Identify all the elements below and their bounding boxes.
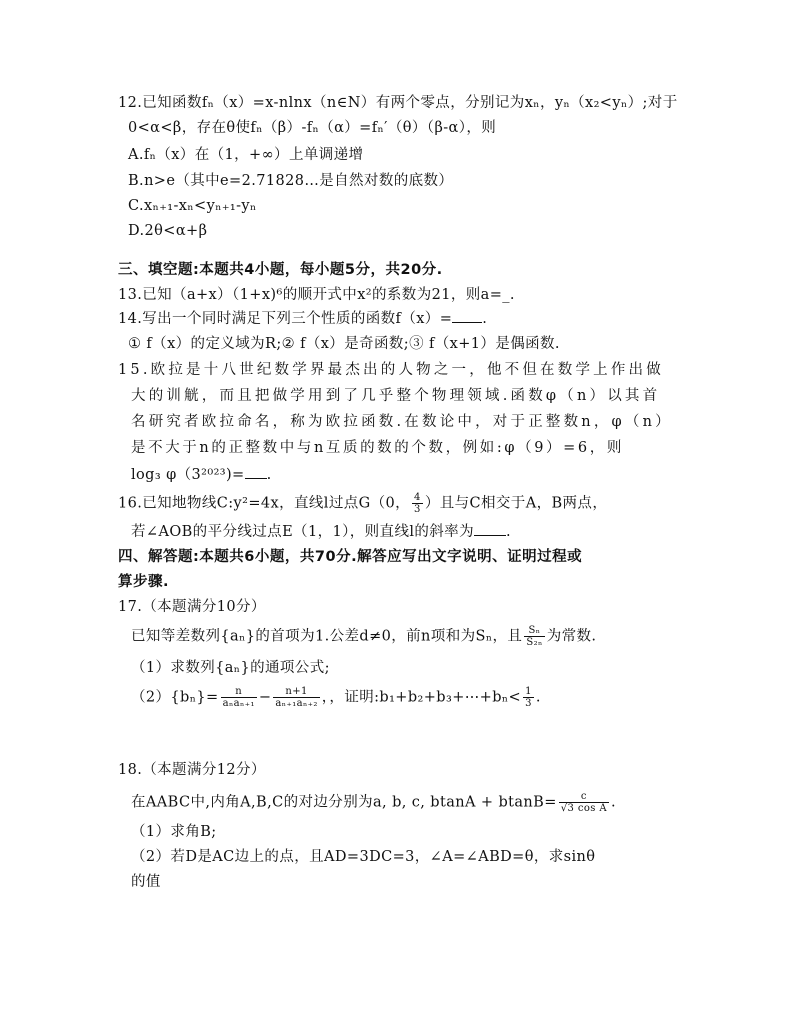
q17-part-2-end: . (535, 689, 541, 706)
q18-part-2-line-2: 的值 (131, 874, 161, 890)
q12-option-b: B.n>e（其中e=2.71828…是自然对数的底数） (128, 173, 454, 189)
q14-stem (118, 308, 487, 330)
q16-answer-blank (474, 521, 506, 536)
q17-fraction-3-numerator: 1 (525, 686, 532, 697)
q15-line-4: 是不大于n的正整数中与n互质的数的个数，例如:φ（9）=6，则 (131, 440, 624, 456)
section-4-heading-line-1: 四、解答题:本题共6小题，共70分.解答应写出文字说明、证明过程或 (118, 549, 583, 565)
q17-fraction-3-denominator: 3 (525, 698, 532, 709)
q12-option-c: C.xₙ₊₁-xₙ<yₙ₊₁-yₙ (128, 198, 257, 214)
q18-stem-end: . (611, 794, 617, 811)
q16-fraction (412, 492, 423, 515)
q14-answer-blank (452, 308, 482, 323)
q17-fraction-1-denominator: aₙaₙ₊₁ (222, 698, 255, 709)
q14-stem-text: 14.写出一个同时满足下列三个性质的函数f（x）= (118, 311, 453, 327)
q13-text: 13.已知（a+x）（1+x)⁶的顺开式中x²的系数为21，则a=_. (118, 287, 515, 303)
q17-stem-b: 为常数. (546, 628, 597, 645)
q17-fraction-1-numerator: n (221, 686, 257, 698)
q17-part-2 (131, 686, 541, 709)
q15-line-3: 名研究者欧拉命名，称为欧拉函数.在数论中，对于正整数n，φ（n） (131, 414, 673, 430)
q17-fraction-1 (221, 686, 257, 709)
q16-line-2 (131, 521, 511, 543)
q12-option-d: D.2θ<α+β (128, 223, 208, 239)
q17-stem-fraction-denominator: S₂ₙ (526, 637, 543, 648)
q12-stem-line-2: 0<α<β，存在θ使fₙ（β）-fₙ（α）=fₙ′（θ）（β-α），则 (128, 120, 497, 136)
q18-part-2-line-1: （2）若D是AC边上的点，且AD=3DC=3，∠A=∠ABD=θ，求sinθ (131, 849, 596, 865)
section-4-heading-line-2: 算步骤. (118, 574, 170, 590)
q18-fraction-denominator: √3 cos A (560, 803, 608, 814)
q18-part-1: （1）求角B; (131, 824, 217, 840)
q17-part-2-b: ，，证明:b₁+b₂+b₃+⋯+bₙ< (321, 689, 522, 706)
q16-line-1a: 16.已知地物线C:y²=4x，直线l过点G（0， (118, 495, 411, 512)
q16-line-2-text: 若∠AOB的平分线过点E（1，1），则直线l的斜率为 (131, 524, 474, 540)
section-3-heading: 三、填空题:本题共4小题，每小题5分，共20分. (118, 262, 443, 278)
q17-stem-fraction-numerator: Sₙ (524, 625, 544, 637)
q17-fraction-2-numerator: n+1 (273, 686, 319, 698)
q15-answer-blank (245, 464, 267, 479)
q18-title: 18.（本题满分12分） (118, 762, 266, 778)
q12-stem-line-1: 12.已知函数fₙ（x）=x-nlnx（n∈N）有两个零点，分别记为xₙ，yₙ（x₂<yₙ）;对于 (118, 95, 678, 111)
q12-option-a: A.fₙ（x）在（1，+∞）上单调递增 (128, 147, 364, 163)
q17-stem-fraction (524, 625, 544, 648)
q15-line-5 (131, 464, 272, 486)
q17-stem (131, 625, 596, 648)
q17-fraction-2-denominator: aₙ₊₁aₙ₊₂ (275, 698, 318, 709)
q16-line-1b: ）且与C相交于A，B两点， (424, 495, 608, 512)
q16-fraction-denominator: 3 (414, 504, 421, 515)
q15-line-5-end: . (266, 467, 272, 483)
q17-stem-a: 已知等差数列{aₙ}的首项为1.公差d≠0，前n项和为Sₙ，且 (131, 628, 523, 645)
q16-line-2-end: . (506, 524, 512, 540)
q15-line-5-text: log₃ φ（3²⁰²³)= (131, 467, 245, 483)
q15-line-2: 大的训觥，而且把做学用到了几乎整个物理领域.函数φ（n）以其首 (131, 388, 661, 404)
q17-minus-sign: − (258, 689, 272, 706)
q17-title: 17.（本题满分10分） (118, 599, 266, 615)
q16-fraction-numerator: 4 (414, 492, 421, 503)
q15-line-1: 15.欧拉是十八世纪数学界最杰出的人物之一，他不但在数学上作出做 (118, 362, 664, 378)
q14-stem-end: . (482, 311, 488, 327)
q18-stem (131, 791, 616, 814)
q18-fraction (559, 791, 609, 814)
q16-line-1 (118, 492, 607, 515)
q18-stem-a: 在AABC中,内角A,B,C的对边分别为a, b, c, btanA + btanB= (131, 794, 557, 811)
q17-fraction-2 (273, 686, 319, 709)
q18-fraction-numerator: c (559, 791, 609, 803)
q14-properties: ① f（x）的定义域为R;② f（x）是奇函数;③ f（x+1）是偶函数. (128, 336, 560, 352)
q17-part-2-a: （2）{bₙ}= (131, 689, 219, 706)
q17-fraction-3 (523, 686, 534, 709)
q17-part-1: （1）求数列{aₙ}的通项公式; (131, 660, 330, 676)
